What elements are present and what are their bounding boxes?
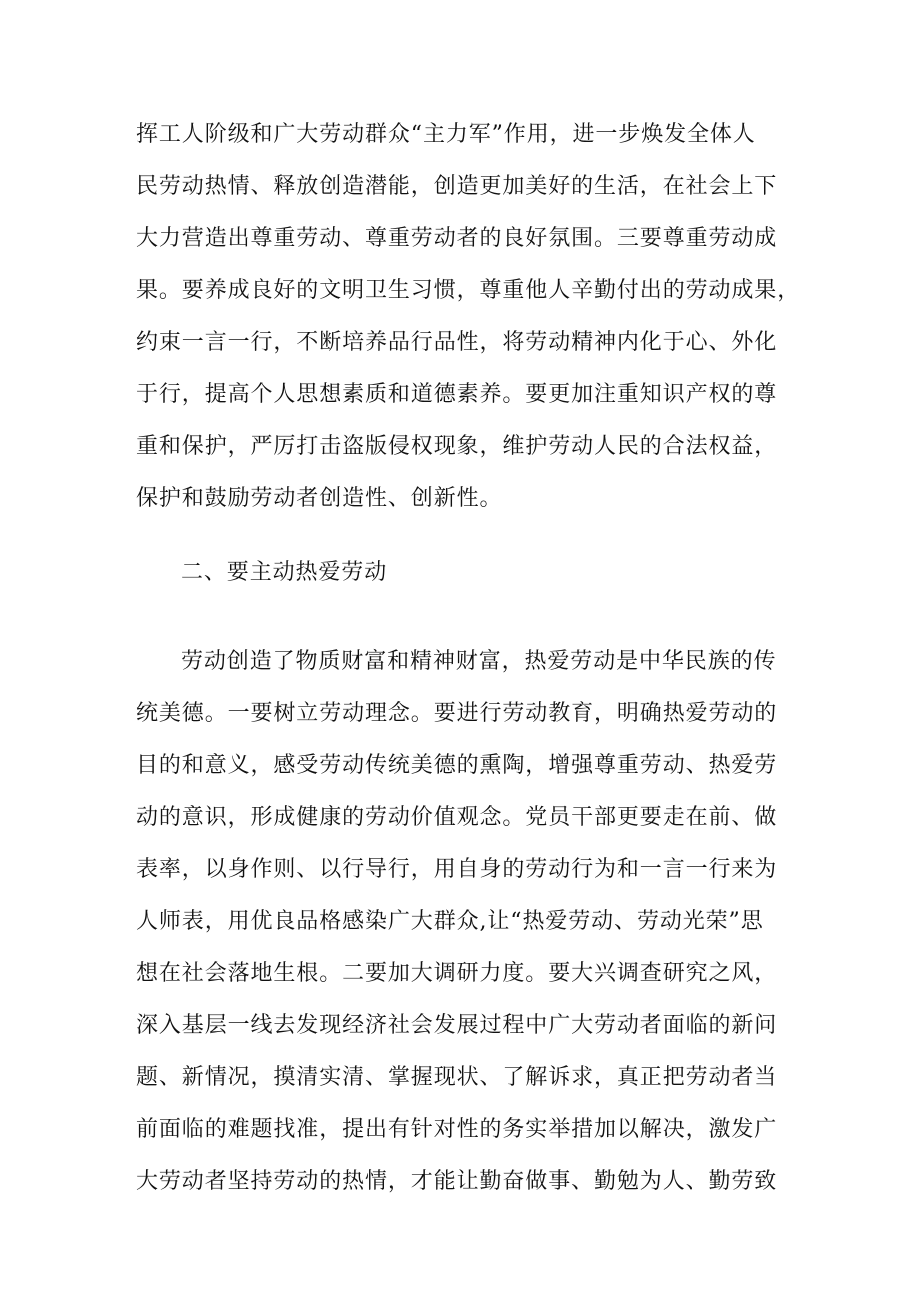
paragraph-2 <box>136 636 796 1208</box>
paragraph-line: 想在社会落地生根。二要加大调研力度。要大兴调查研究之风， <box>136 961 778 986</box>
paragraph-line: 人师表，用优良品格感染广大群众,让“热爱劳动、劳动光荣”思 <box>136 909 764 934</box>
paragraph-line: 深入基层一线去发现经济社会发展过程中广大劳动者面临的新问 <box>136 1013 778 1038</box>
paragraph-line: 目的和意义，感受劳动传统美德的熏陶，增强尊重劳动、热爱劳 <box>136 753 778 778</box>
paragraph-line: 于行，提高个人思想素质和道德素养。要更加注重知识产权的尊 <box>136 382 778 407</box>
paragraph-line: 约束一言一行，不断培养品行品性，将劳动精神内化于心、外化 <box>136 330 778 355</box>
paragraph-line: 表率，以身作则、以行导行，用自身的劳动行为和一言一行来为 <box>136 857 778 882</box>
paragraph-line: 果。要养成良好的文明卫生习惯，尊重他人辛勤付出的劳动成果， <box>136 278 801 303</box>
section-heading-text: 二、要主动热爱劳动 <box>181 560 388 585</box>
paragraph-1 <box>136 109 801 525</box>
paragraph-line: 劳动创造了物质财富和精神财富，热爱劳动是中华民族的传 <box>181 649 777 674</box>
paragraph-line: 前面临的难题找准，提出有针对性的务实举措加以解决，激发广 <box>136 1117 778 1142</box>
section-heading <box>136 547 796 599</box>
paragraph-line: 动的意识，形成健康的劳动价值观念。党员干部更要走在前、做 <box>136 805 778 830</box>
paragraph-line: 大力营造出尊重劳动、尊重劳动者的良好氛围。三要尊重劳动成 <box>136 226 778 251</box>
paragraph-line: 挥工人阶级和广大劳动群众“主力军”作用，进一步焕发全体人 <box>136 122 756 147</box>
paragraph-line: 题、新情况，摸清实清、掌握现状、了解诉求，真正把劳动者当 <box>136 1065 778 1090</box>
paragraph-line: 保护和鼓励劳动者创造性、创新性。 <box>136 486 503 511</box>
paragraph-line: 统美德。一要树立劳动理念。要进行劳动教育，明确热爱劳动的 <box>136 701 778 726</box>
paragraph-line: 大劳动者坚持劳动的热情，才能让勤奋做事、勤勉为人、勤劳致 <box>136 1169 778 1194</box>
paragraph-line: 重和保护，严厉打击盗版侵权现象，维护劳动人民的合法权益， <box>136 434 778 459</box>
paragraph-line: 民劳动热情、释放创造潜能，创造更加美好的生活，在社会上下 <box>136 174 778 199</box>
